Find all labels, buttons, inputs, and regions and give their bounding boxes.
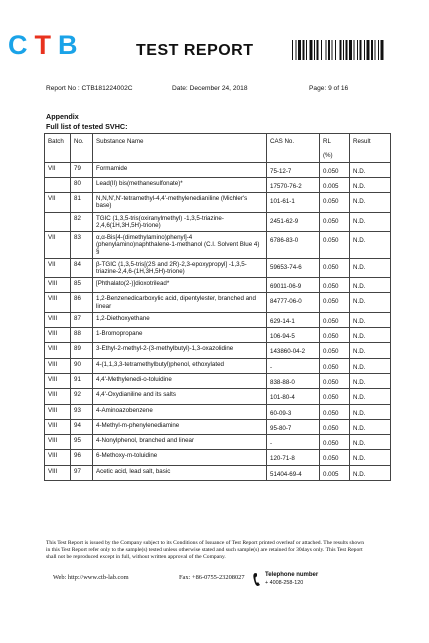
cell-result: N.D. xyxy=(350,278,391,293)
cell-result: N.D. xyxy=(350,373,391,388)
cell-no: 94 xyxy=(71,419,93,434)
header-rl-unit: (%) xyxy=(323,152,333,160)
cell-no: 87 xyxy=(71,312,93,327)
cell-substance-name: 4-(1,1,3,3-tetramethylbutyl)phenol, ethoxylated xyxy=(93,358,267,373)
cell-cas-no: 59653-74-6 xyxy=(267,258,320,277)
cell-result: N.D. xyxy=(350,162,391,177)
cell-substance-name: β-TGIC (1,3,5-tris[(2S and 2R)-2,3-epoxypropyl] -1,3,5-triazine-2,4,6-(1H,3H,5H)-trione) xyxy=(93,258,267,277)
telephone-label: Telephone number xyxy=(265,572,319,578)
telephone-number: + 4008-258-120 xyxy=(265,580,304,586)
barcode-icon xyxy=(292,40,414,60)
cell-batch: VII xyxy=(45,193,71,212)
cell-substance-name: 6-Methoxy-m-toluidine xyxy=(93,450,267,465)
cell-substance-name: N,N,N',N'-tetramethyl-4,4'-methylenedianiline (Michler's base) xyxy=(93,193,267,212)
page-title: TEST REPORT xyxy=(136,42,254,59)
cell-cas-no: - xyxy=(267,358,320,373)
cell-cas-no: 2451-62-9 xyxy=(267,212,320,231)
table-row xyxy=(45,373,391,388)
cell-substance-name: 4,4'-Methylenedi-o-toluidine xyxy=(93,373,267,388)
cell-rl: 0.050 xyxy=(320,450,350,465)
header-cas-no: CAS No. xyxy=(267,134,320,163)
cell-no: 86 xyxy=(71,293,93,312)
cell-cas-no: 143860-04-2 xyxy=(267,343,320,358)
cell-result: N.D. xyxy=(350,435,391,450)
header-substance-name: Substance Name xyxy=(93,134,267,163)
cell-no: 83 xyxy=(71,232,93,259)
header-no: No. xyxy=(71,134,93,163)
cell-result: N.D. xyxy=(350,358,391,373)
cell-rl: 0.050 xyxy=(320,404,350,419)
cell-rl: 0.050 xyxy=(320,193,350,212)
cell-batch: VIII xyxy=(45,373,71,388)
cell-batch: VII xyxy=(45,232,71,259)
cell-cas-no: 51404-69-4 xyxy=(267,465,320,480)
cell-result: N.D. xyxy=(350,465,391,480)
table-row xyxy=(45,328,391,343)
table-row xyxy=(45,435,391,450)
cell-cas-no: 84777-06-0 xyxy=(267,293,320,312)
cell-batch: VIII xyxy=(45,450,71,465)
cell-rl: 0.050 xyxy=(320,293,350,312)
cell-cas-no: 60-09-3 xyxy=(267,404,320,419)
cell-result: N.D. xyxy=(350,177,391,192)
logo-letter-b: B xyxy=(58,30,85,60)
header-batch: Batch xyxy=(45,134,71,163)
svhc-list-heading: Full list of tested SVHC: xyxy=(46,122,128,131)
appendix-heading: Appendix xyxy=(46,112,79,121)
cell-batch: VIII xyxy=(45,278,71,293)
cell-result: N.D. xyxy=(350,293,391,312)
header-rl xyxy=(320,134,350,163)
cell-no: 81 xyxy=(71,193,93,212)
telephone-icon xyxy=(253,572,262,587)
cell-rl: 0.050 xyxy=(320,435,350,450)
cell-cas-no: 6786-83-0 xyxy=(267,232,320,259)
cell-cas-no: 17570-76-2 xyxy=(267,177,320,192)
cell-result: N.D. xyxy=(350,232,391,259)
cell-substance-name: [Phthalato(2-)]dioxotrilead* xyxy=(93,278,267,293)
disclaimer-note: This Test Report is issued by the Company subject to its Conditions of Issuance of Test Report printed overleaf or attached. The results shown in this Test Report refer only to the sample(s) tested unless otherwise stated and such sample(s) are retained for 30days only. This Test Report shall not be reproduced except in full, without written approval of the Company. xyxy=(46,540,365,560)
cell-no: 96 xyxy=(71,450,93,465)
fax-number: Fax: +86-0755-23208027 xyxy=(179,574,245,581)
cell-cas-no: 75-12-7 xyxy=(267,162,320,177)
cell-batch: VIII xyxy=(45,404,71,419)
report-header xyxy=(0,0,429,78)
header-result: Result xyxy=(350,134,391,163)
cell-rl: 0.050 xyxy=(320,162,350,177)
header-rl-label: RL xyxy=(323,138,331,145)
cell-batch: VIII xyxy=(45,358,71,373)
table-row xyxy=(45,232,391,259)
cell-batch: VIII xyxy=(45,465,71,480)
cell-substance-name: 4-Aminoazobenzene xyxy=(93,404,267,419)
cell-batch xyxy=(45,177,71,192)
table-header-row xyxy=(45,134,391,163)
ctb-logo xyxy=(8,30,85,61)
cell-rl: 0.050 xyxy=(320,278,350,293)
cell-rl: 0.050 xyxy=(320,389,350,404)
cell-result: N.D. xyxy=(350,258,391,277)
table-row xyxy=(45,258,391,277)
cell-substance-name: 1,2-Diethoxyethane xyxy=(93,312,267,327)
cell-substance-name: Acetic acid, lead salt, basic xyxy=(93,465,267,480)
cell-no: 91 xyxy=(71,373,93,388)
cell-cas-no: 69011-06-9 xyxy=(267,278,320,293)
cell-rl: 0.050 xyxy=(320,373,350,388)
report-date: Date: December 24, 2018 xyxy=(172,85,248,92)
cell-result: N.D. xyxy=(350,404,391,419)
cell-substance-name: α,α-Bis[4-(dimethylamino)phenyl]-4 (phenylamino)naphthalene-1-methanol (C.I. Solvent Blue 4) § xyxy=(93,232,267,259)
cell-substance-name: 4-Nonylphenol, branched and linear xyxy=(93,435,267,450)
cell-result: N.D. xyxy=(350,419,391,434)
cell-batch: VIII xyxy=(45,328,71,343)
cell-batch: VIII xyxy=(45,389,71,404)
cell-batch: VII xyxy=(45,258,71,277)
cell-no: 97 xyxy=(71,465,93,480)
cell-substance-name: Lead(II) bis(methanesulfonate)* xyxy=(93,177,267,192)
cell-rl: 0.050 xyxy=(320,312,350,327)
cell-substance-name: 4,4'-Oxydianiline and its salts xyxy=(93,389,267,404)
cell-batch: VIII xyxy=(45,312,71,327)
table-row xyxy=(45,404,391,419)
cell-rl: 0.005 xyxy=(320,465,350,480)
cell-no: 84 xyxy=(71,258,93,277)
cell-no: 79 xyxy=(71,162,93,177)
table-row xyxy=(45,343,391,358)
cell-cas-no: 120-71-8 xyxy=(267,450,320,465)
report-number: Report No : CTB181224002C xyxy=(46,85,133,92)
cell-substance-name: TGIC (1,3,5-tris(oxiranylmethyl) -1,3,5-triazine-2,4,6(1H,3H,5H)-trione) xyxy=(93,212,267,231)
cell-result: N.D. xyxy=(350,212,391,231)
cell-cas-no: 838-88-0 xyxy=(267,373,320,388)
cell-substance-name: 1,2-Benzenedicarboxylic acid, dipentylester, branched and linear xyxy=(93,293,267,312)
table-row xyxy=(45,358,391,373)
cell-no: 80 xyxy=(71,177,93,192)
cell-rl: 0.005 xyxy=(320,177,350,192)
website-link[interactable]: Web: http://www.ctb-lab.com xyxy=(53,574,129,581)
table-row xyxy=(45,278,391,293)
cell-rl: 0.050 xyxy=(320,212,350,231)
logo-letter-t: T xyxy=(34,30,58,60)
cell-rl: 0.050 xyxy=(320,258,350,277)
cell-cas-no: 106-94-5 xyxy=(267,328,320,343)
cell-no: 89 xyxy=(71,343,93,358)
cell-result: N.D. xyxy=(350,193,391,212)
svhc-table xyxy=(44,133,391,481)
cell-batch: VIII xyxy=(45,419,71,434)
table-row xyxy=(45,293,391,312)
cell-rl: 0.050 xyxy=(320,232,350,259)
cell-substance-name: Formamide xyxy=(93,162,267,177)
cell-substance-name: 1-Bromopropane xyxy=(93,328,267,343)
cell-result: N.D. xyxy=(350,389,391,404)
cell-no: 92 xyxy=(71,389,93,404)
table-row xyxy=(45,450,391,465)
cell-cas-no: 629-14-1 xyxy=(267,312,320,327)
table-row xyxy=(45,312,391,327)
cell-rl: 0.050 xyxy=(320,343,350,358)
cell-cas-no: 95-80-7 xyxy=(267,419,320,434)
table-row xyxy=(45,177,391,192)
cell-no: 82 xyxy=(71,212,93,231)
cell-batch: VIII xyxy=(45,343,71,358)
cell-substance-name: 3-Ethyl-2-methyl-2-(3-methylbutyl)-1,3-oxazolidine xyxy=(93,343,267,358)
cell-cas-no: - xyxy=(267,435,320,450)
table-row xyxy=(45,465,391,480)
cell-result: N.D. xyxy=(350,328,391,343)
cell-result: N.D. xyxy=(350,312,391,327)
cell-batch: VII xyxy=(45,162,71,177)
cell-batch xyxy=(45,212,71,231)
cell-cas-no: 101-61-1 xyxy=(267,193,320,212)
cell-cas-no: 101-80-4 xyxy=(267,389,320,404)
cell-substance-name: 4-Methyl-m-phenylenediamine xyxy=(93,419,267,434)
cell-result: N.D. xyxy=(350,450,391,465)
table-row xyxy=(45,212,391,231)
cell-no: 93 xyxy=(71,404,93,419)
logo-letter-c: C xyxy=(8,30,35,60)
page-indicator: Page: 9 of 16 xyxy=(309,85,349,92)
cell-rl: 0.050 xyxy=(320,328,350,343)
cell-no: 88 xyxy=(71,328,93,343)
cell-no: 85 xyxy=(71,278,93,293)
cell-rl: 0.050 xyxy=(320,358,350,373)
cell-batch: VIII xyxy=(45,435,71,450)
cell-no: 90 xyxy=(71,358,93,373)
table-row xyxy=(45,193,391,212)
cell-rl: 0.050 xyxy=(320,419,350,434)
cell-result: N.D. xyxy=(350,343,391,358)
table-row xyxy=(45,419,391,434)
cell-batch: VIII xyxy=(45,293,71,312)
telephone-block xyxy=(265,572,319,586)
table-row xyxy=(45,162,391,177)
table-row xyxy=(45,389,391,404)
cell-no: 95 xyxy=(71,435,93,450)
